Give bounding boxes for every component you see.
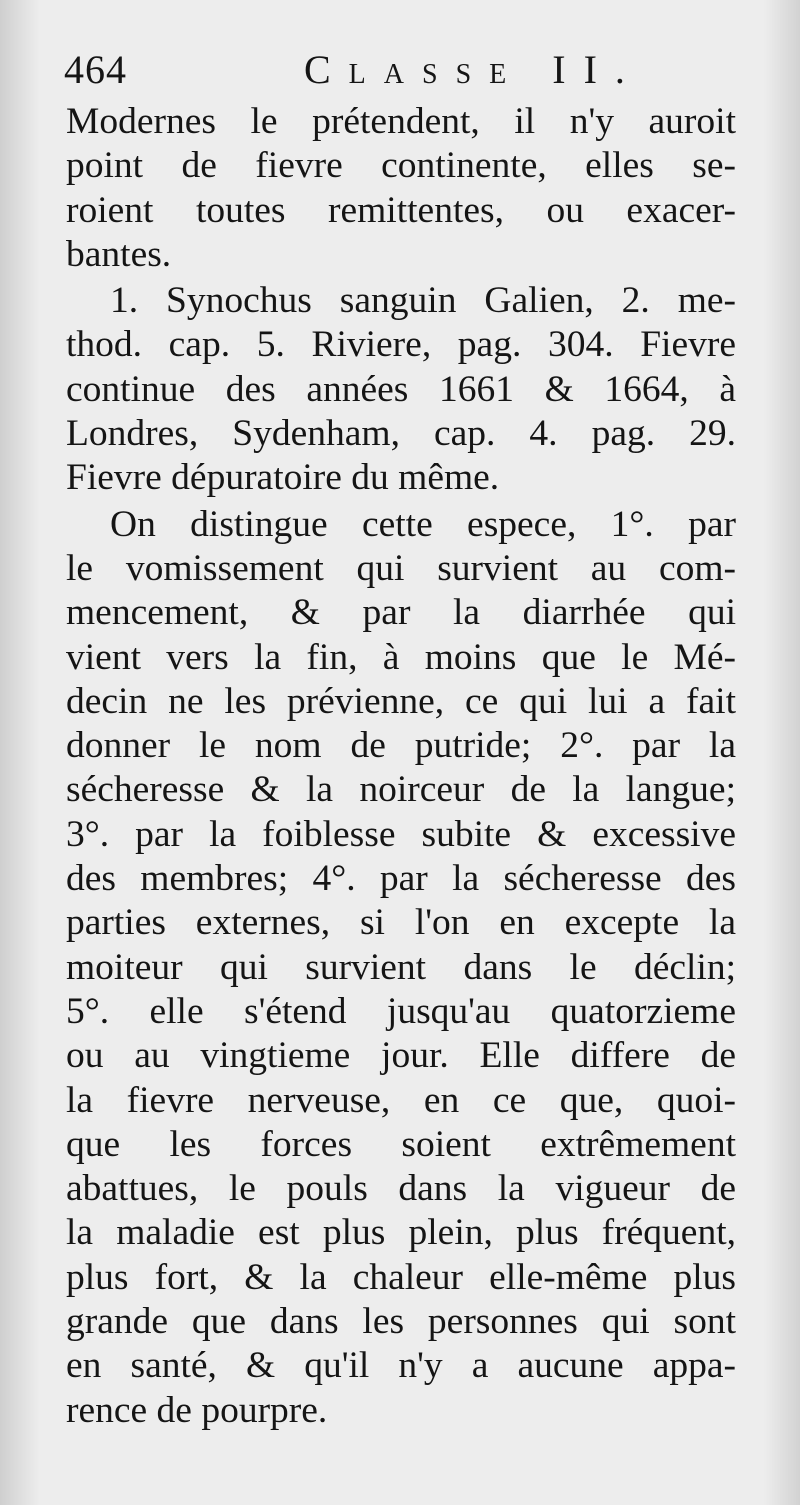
text-line: thod. cap. 5. Riviere, pag. 304. Fievre [66,324,736,366]
text-line: des membres; 4°. par la sécheresse des [66,858,736,900]
text-line: 5°. elle s'étend jusqu'au quatorzieme [66,990,736,1032]
text-line: bantes. [66,233,172,275]
page-header [64,46,744,100]
text-line: 1. Synochus sanguin Galien, 2. me- [110,280,736,322]
text-line: Modernes le prétendent, il n'y auroit [66,101,736,142]
text-line: decin ne les prévienne, ce qui lui a fait [66,680,736,722]
text-line: Fievre dépuratoire du même. [66,457,500,499]
text-line: plus fort, & la chaleur elle-même plus [66,1256,736,1298]
text-line: donner le nom de putride; 2°. par la [66,725,736,767]
text-line: vient vers la fin, à moins que le Mé- [66,636,736,678]
text-line: roient toutes remittentes, ou exacer- [66,189,736,231]
text-line: point de fievre continente, elles se- [66,145,736,187]
text-line: On distingue cette espece, 1°. par [110,503,736,545]
text-line: ou au vingtieme jour. Elle differe de [66,1035,736,1077]
page-number: 464 [64,47,127,92]
text-line: la maladie est plus plein, plus fréquent, [66,1212,736,1254]
text-line: Londres, Sydenham, cap. 4. pag. 29. [66,413,736,455]
text-line: continue des années 1661 & 1664, à [66,368,736,410]
text-line: sécheresse & la noirceur de la langue; [66,769,736,811]
text-line: parties externes, si l'on en excepte la [66,902,736,944]
running-head: Classe II. [304,47,643,92]
text-line: la fievre nerveuse, en ce que, quoi- [66,1079,736,1121]
text-line: le vomissement qui survient au com- [66,547,736,589]
text-line: abattues, le pouls dans la vigueur de [66,1168,736,1210]
text-line: mencement, & par la diarrhée qui [66,592,736,634]
text-line: grande que dans les personnes qui sont [66,1301,736,1343]
text-line: que les forces soient extrêmement [66,1123,736,1165]
text-line: moiteur qui survient dans le déclin; [66,946,736,988]
text-line: en santé, & qu'il n'y a aucune appa- [66,1345,736,1387]
body-text [66,100,736,1433]
text-line: rence de pourpre. [66,1389,328,1431]
text-line: 3°. par la foiblesse subite & excessive [66,813,736,855]
